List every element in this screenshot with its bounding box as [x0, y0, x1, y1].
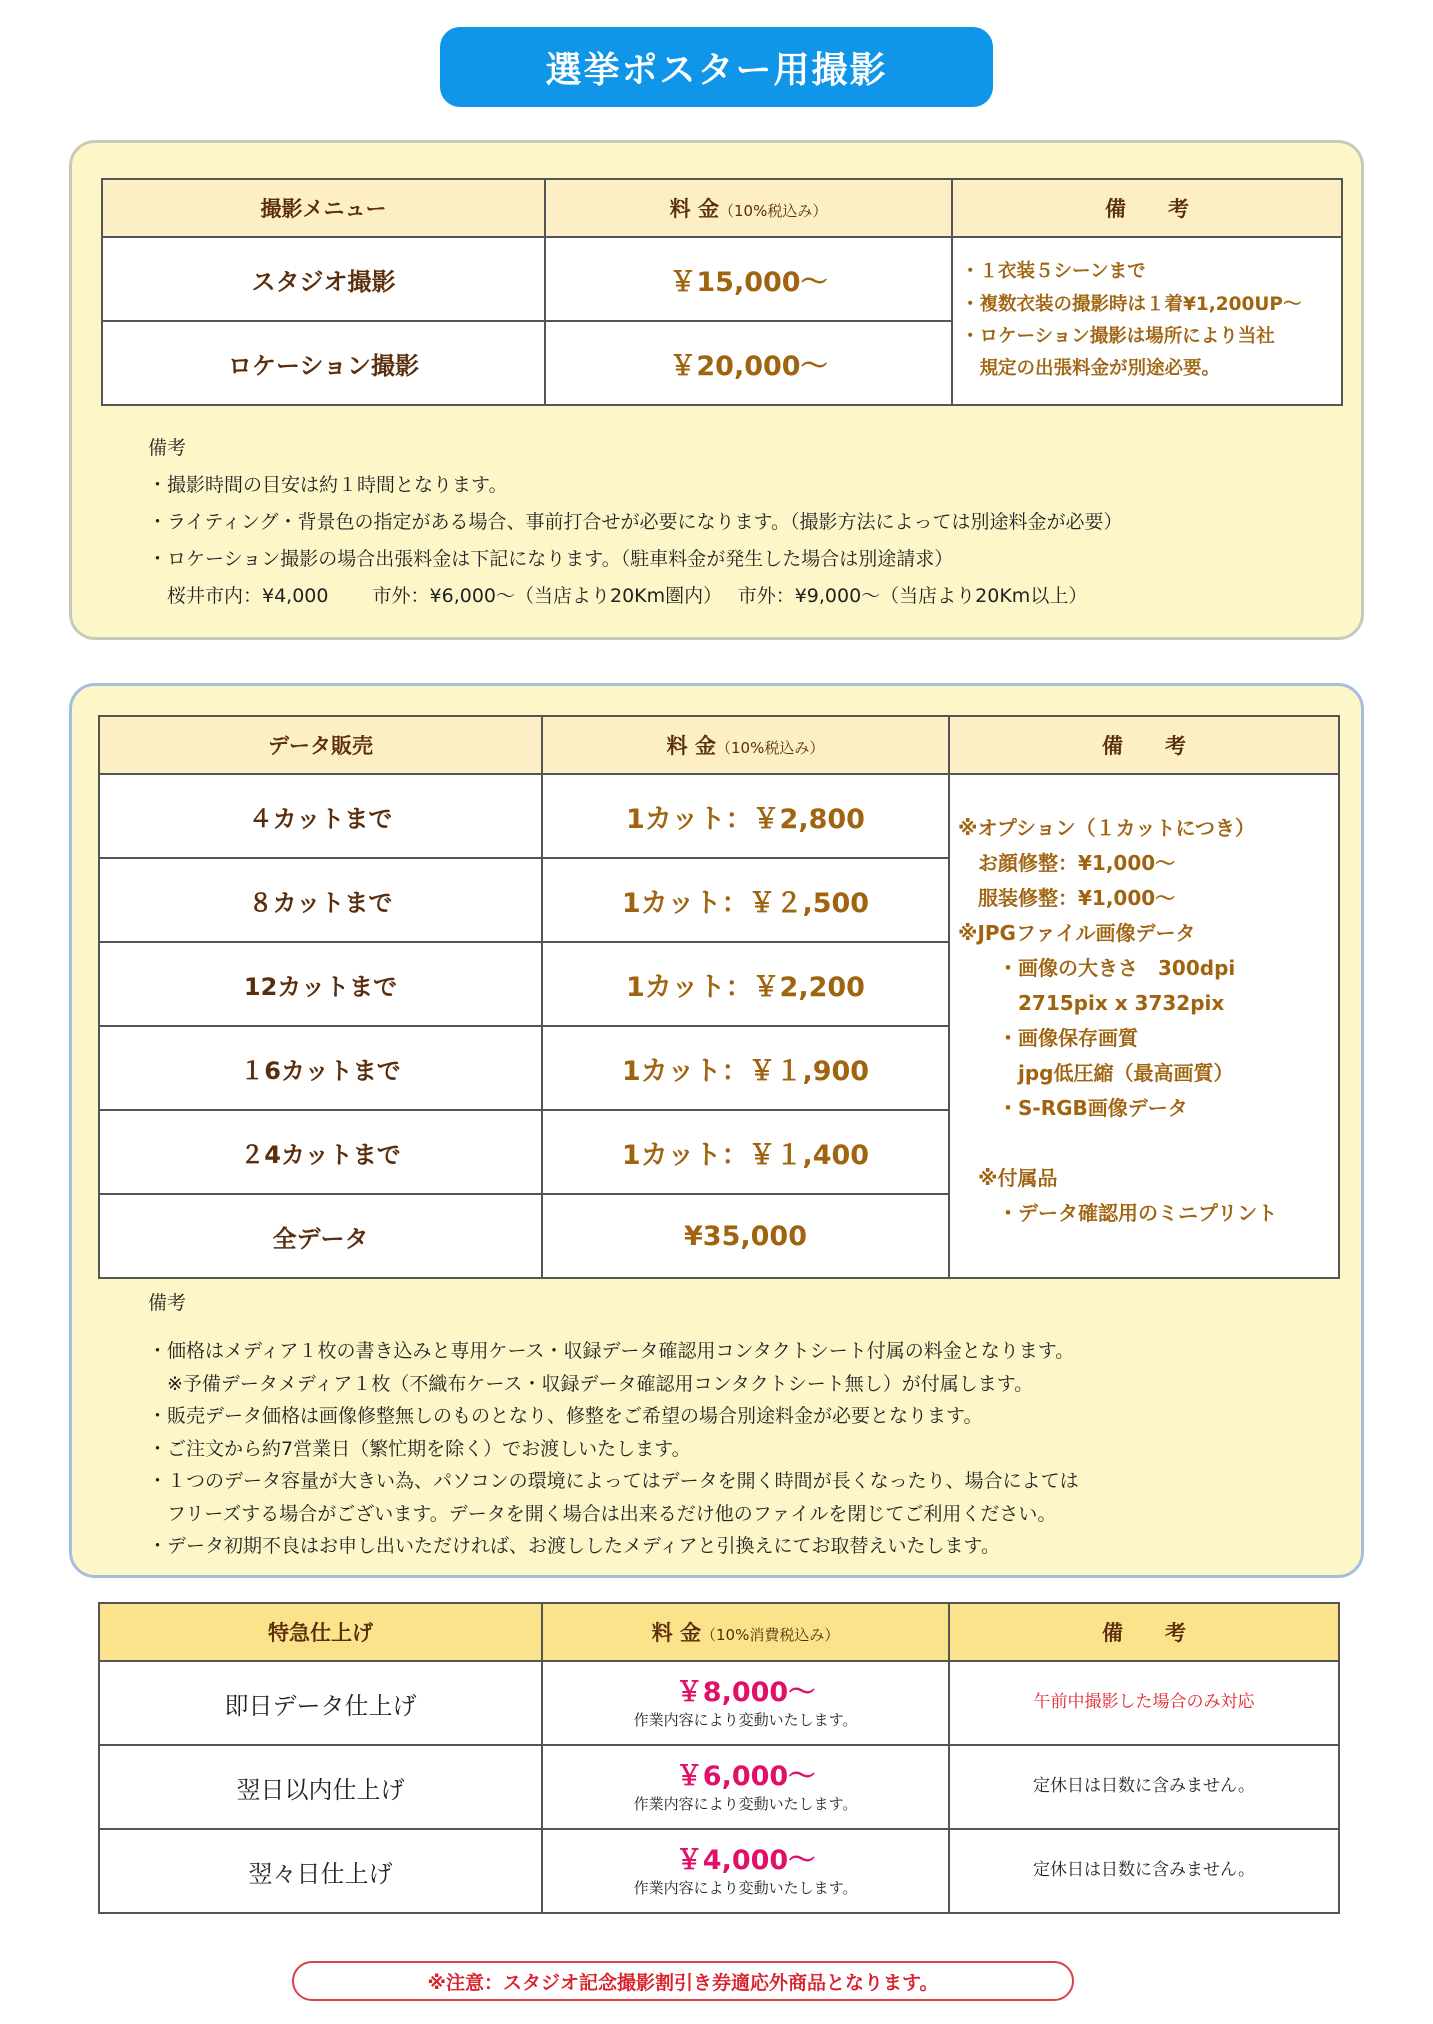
shooting-menu-table: [101, 178, 1343, 406]
note-line: フリーズする場合がございます。データを開く場合は出来るだけ他のファイルを閉じてご利用ください。: [148, 1502, 1057, 1525]
price-cell: 1カット：￥２,500: [542, 858, 949, 942]
price-cell: 1カット：￥2,800: [542, 774, 949, 858]
remark-line: ・複数衣装の撮影時は１着¥1,200UP〜: [961, 293, 1302, 315]
remark-line: ・画像保存画質: [958, 1026, 1138, 1050]
remark-line: ・画像の大きさ 300dpi: [958, 956, 1236, 980]
remark-line: ※オプション（１カットにつき）: [958, 816, 1256, 840]
remark-line: 服装修整：¥1,000〜: [958, 886, 1176, 910]
remark-line: 2715pix x 3732pix: [958, 991, 1225, 1015]
express-finish-table: [98, 1602, 1340, 1914]
remarks-cell: 定休日は日数に含みません。: [949, 1745, 1339, 1829]
table-row: [99, 1745, 1339, 1829]
remark-line: [958, 1126, 1338, 1161]
remark-line: お顔修整：¥1,000〜: [958, 851, 1176, 875]
note-line: ・ご注文から約7営業日（繁忙期を除く）でお渡しいたします。: [148, 1437, 691, 1460]
remark-line: 規定の出張料金が別途必要。: [961, 358, 1221, 380]
col-header-price: 料 金（10%消費税込み）: [542, 1603, 949, 1661]
remarks-cell: [949, 774, 1339, 1278]
price-cell: 1カット：￥１,400: [542, 1110, 949, 1194]
table-row: [102, 237, 1342, 321]
notes-title: 備考: [148, 437, 187, 459]
note-line: ・ライティング・背景色の指定がある場合、事前打合せが必要になります。（撮影方法によっては別途料金が必要）: [148, 511, 1123, 533]
menu-cell: １6カットまで: [99, 1026, 542, 1110]
col-header-menu: 特急仕上げ: [99, 1603, 542, 1661]
remark-line: jpg低圧縮（最高画質）: [958, 1061, 1234, 1085]
menu-cell: 翌々日仕上げ: [99, 1829, 542, 1913]
note-line: ・販売データ価格は画像修整無しのものとなり、修整をご希望の場合別途料金が必要となります。: [148, 1405, 983, 1428]
remark-line: ・S-RGB画像データ: [958, 1096, 1188, 1120]
remark-line: ※JPGファイル画像データ: [958, 921, 1196, 945]
menu-cell: ４カットまで: [99, 774, 542, 858]
col-header-remarks: 備 考: [952, 179, 1342, 237]
page-title: 選挙ポスター用撮影: [440, 27, 993, 107]
note-line: ・価格はメディア１枚の書き込みと専用ケース・収録データ確認用コンタクトシート付属の料金となります。: [148, 1340, 1075, 1363]
note-line: 桜井市内：¥4,000 市外：¥6,000〜（当店より20Km圏内） 市外：¥9,000〜（当店より20Km以上）: [148, 585, 1088, 607]
price-cell: ￥4,000〜 作業内容により変動いたします。: [542, 1829, 949, 1913]
remarks-cell: 定休日は日数に含みません。: [949, 1829, 1339, 1913]
menu-cell: 翌日以内仕上げ: [99, 1745, 542, 1829]
menu-cell: ８カットまで: [99, 858, 542, 942]
table-row: [99, 1829, 1339, 1913]
price-cell: ￥15,000〜: [545, 237, 952, 321]
note-line: ・データ初期不良はお申し出いただければ、お渡ししたメディアと引換えにてお取替えいたします。: [148, 1535, 1000, 1558]
col-header-price: 料 金（10%税込み）: [542, 716, 949, 774]
menu-cell: スタジオ撮影: [102, 237, 545, 321]
remarks-cell: [952, 237, 1342, 405]
remark-line: ※付属品: [958, 1166, 1058, 1190]
menu-cell: ２4カットまで: [99, 1110, 542, 1194]
shooting-notes: [148, 430, 1123, 615]
col-header-remarks: 備 考: [949, 1603, 1339, 1661]
col-header-remarks: 備 考: [949, 716, 1339, 774]
menu-cell: 全データ: [99, 1194, 542, 1278]
col-header-price: 料 金（10%税込み）: [545, 179, 952, 237]
data-sales-table: [98, 715, 1340, 1279]
col-header-menu: データ販売: [99, 716, 542, 774]
table-row: [99, 774, 1339, 858]
menu-cell: 12カットまで: [99, 942, 542, 1026]
table-row: [99, 1661, 1339, 1745]
col-header-menu: 撮影メニュー: [102, 179, 545, 237]
note-line: ・撮影時間の目安は約１時間となります。: [148, 474, 508, 496]
caution-banner: ※注意：スタジオ記念撮影割引き券適応外商品となります。: [292, 1961, 1074, 2001]
menu-cell: ロケーション撮影: [102, 321, 545, 405]
remarks-cell: 午前中撮影した場合のみ対応: [949, 1661, 1339, 1745]
price-cell: ￥8,000〜 作業内容により変動いたします。: [542, 1661, 949, 1745]
data-sales-notes: [148, 1287, 1079, 1563]
note-line: ※予備データメディア１枚（不織布ケース・収録データ確認用コンタクトシート無し）が付属します。: [148, 1372, 1034, 1395]
notes-title: 備考: [148, 1292, 187, 1314]
price-cell: 1カット：￥2,200: [542, 942, 949, 1026]
note-line: ・１つのデータ容量が大きい為、パソコンの環境によってはデータを開く時間が長くなったり、場合によては: [148, 1470, 1079, 1493]
price-cell: 1カット：￥１,900: [542, 1026, 949, 1110]
price-cell: ￥6,000〜 作業内容により変動いたします。: [542, 1745, 949, 1829]
remark-line: ・ロケーション撮影は場所により当社: [961, 326, 1275, 347]
price-cell: ￥20,000〜: [545, 321, 952, 405]
remark-line: ・１衣装５シーンまで: [961, 261, 1146, 283]
price-cell: ¥35,000: [542, 1194, 949, 1278]
note-line: ・ロケーション撮影の場合出張料金は下記になります。（駐車料金が発生した場合は別途請求）: [148, 548, 954, 570]
menu-cell: 即日データ仕上げ: [99, 1661, 542, 1745]
remark-line: ・データ確認用のミニプリント: [958, 1201, 1278, 1225]
